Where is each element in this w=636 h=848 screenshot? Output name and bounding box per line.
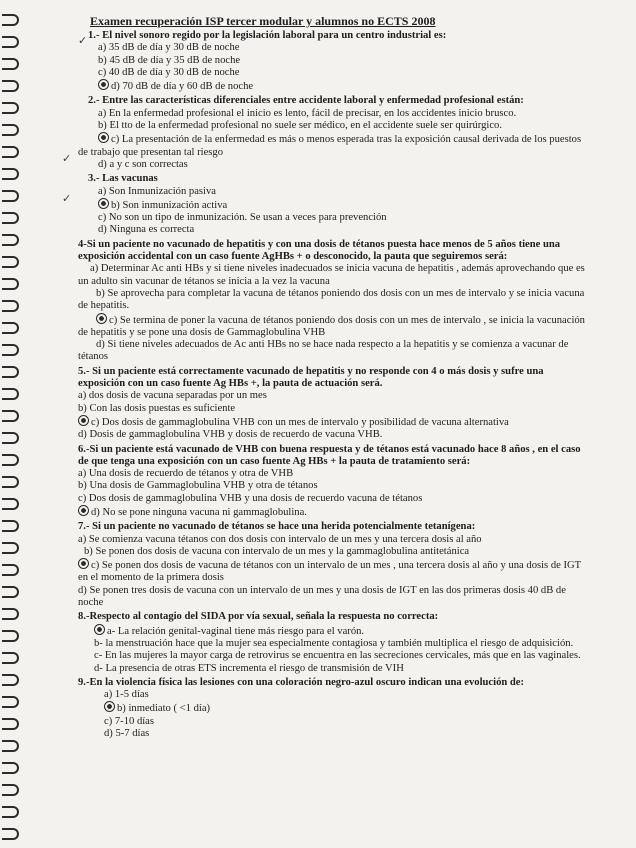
option-a: a- La relación genital-vaginal tiene más riesgo para el varón.	[78, 624, 586, 638]
binding-ring	[2, 58, 19, 70]
binding-ring	[2, 300, 19, 312]
binding-ring	[2, 212, 19, 224]
binding-ring	[2, 520, 19, 532]
binding-ring	[2, 124, 19, 136]
option-b: b) El tto de la enfermedad profesional no suele ser médico, en el accidente suele ser quirúrgico.	[98, 120, 502, 132]
option-a: a) Determinar Ac anti HBs y si tiene niveles inadecuados se inicia vacuna de hepatitis , además aprovechando que es un adulto sin vacunar de tétanos se inicia a la vez la vacuna	[78, 263, 585, 287]
binding-ring	[2, 432, 19, 444]
option-d: d- La presencia de otras ETS incrementa el riesgo de transmisión de VIH	[94, 662, 404, 674]
answer-mark-icon	[94, 624, 105, 635]
option-d: d) Ninguna es correcta	[98, 224, 195, 236]
answer-mark-icon	[78, 415, 89, 426]
option-b: b- la menstruación hace que la mujer sea especialmente contagiosa y también multiplica el riesgo de adquisición.	[94, 637, 574, 649]
binding-ring	[2, 388, 19, 400]
option-b: b) Se aprovecha para completar la vacuna de tétanos poniendo dos dosis con un mes de intervalo y se inicia vacuna de hepatitis.	[78, 287, 585, 312]
option-a: a) Se comienza vacuna tétanos con dos dosis con intervalo de un mes y una tercera dosis al año	[78, 533, 482, 545]
option-a: a) dos dosis de vacuna separadas por un mes	[78, 390, 267, 402]
binding-ring	[2, 806, 19, 818]
binding-ring	[2, 256, 19, 268]
question-text: 7.- Si un paciente no vacunado de tétanos se hace una herida potencialmente tetanígena:	[78, 521, 476, 533]
binding-ring	[2, 740, 19, 752]
answer-mark-icon	[104, 701, 115, 712]
binding-ring	[2, 564, 19, 576]
option-b: b) Una dosis de Gammaglobulina VHB y otra de tétanos	[78, 480, 318, 492]
exam-title: Examen recuperación ISP tercer modular y alumnos no ECTS 2008	[90, 14, 436, 28]
binding-ring	[2, 652, 19, 664]
question-4	[66, 239, 586, 364]
option-a: a) 35 dB de día y 30 dB de noche	[98, 42, 240, 54]
binding-ring	[2, 80, 19, 92]
question-text: 1.- El nivel sonoro regido por la legislación laboral para un centro industrial es:	[88, 30, 447, 41]
binding-ring	[2, 762, 19, 774]
option-d: d) Dosis de gammaglobulina VHB y dosis de recuerdo de vacuna VHB.	[78, 429, 383, 441]
question-1	[66, 30, 586, 93]
question-text: 2.- Entre las características diferenciales entre accidente laboral y enfermedad profesional están:	[88, 95, 524, 107]
option-c: c) 40 dB de día y 30 dB de noche	[98, 66, 240, 78]
spiral-binding	[0, 14, 22, 844]
question-text: 9.-En la violencia física las lesiones con una coloración negro-azul oscuro indican una evolución de:	[78, 676, 525, 688]
binding-ring	[2, 168, 19, 180]
option-c: c- En las mujeres la mayor carga de retrovirus se encuentra en las secreciones cervicales, más que en las vaginales.	[94, 650, 581, 662]
option-d: d) Se ponen tres dosis de vacuna con un intervalo de un mes y una dosis de IGT en las dos primeras dosis 40 dB de noche	[78, 584, 566, 609]
question-8	[66, 611, 586, 674]
option-c: c) Dos dosis de gammaglobulina VHB y una dosis de recuerdo vacuna de tétanos	[78, 492, 423, 504]
answer-mark-icon	[98, 132, 109, 143]
binding-ring	[2, 366, 19, 378]
option-b: b) Con las dosis puestas es suficiente	[78, 402, 236, 414]
question-9	[66, 677, 586, 740]
check-mark-icon: ✓	[78, 34, 88, 47]
binding-ring	[2, 36, 19, 48]
check-mark-icon: ✓	[62, 192, 72, 205]
question-text: 8.-Respecto al contagio del SIDA por vía sexual, señala la respuesta no correcta:	[78, 611, 439, 623]
binding-ring	[2, 190, 19, 202]
option-b: b) 45 dB de día y 35 dB de noche	[98, 54, 241, 66]
exam-content	[66, 14, 586, 740]
question-6	[66, 444, 586, 520]
option-b: b) inmediato ( <1 día)	[104, 701, 586, 715]
question-text: 3.- Las vacunas	[88, 173, 158, 185]
question-7	[66, 521, 586, 609]
option-c: c) Se ponen dos dosis de vacuna de tétanos con un intervalo de un mes , una tercera dosis al año y una dosis de IGT en el momento de la primera dosis	[78, 560, 581, 584]
binding-ring	[2, 476, 19, 488]
option-a: a) En la enfermedad profesional el inicio es lento, fácil de precisar, en los accidentes inicio brusco.	[98, 107, 517, 119]
option-c: c) 7-10 días	[104, 715, 155, 727]
binding-ring	[2, 828, 19, 840]
binding-ring	[2, 608, 19, 620]
answer-mark-icon	[78, 558, 89, 569]
binding-ring	[2, 498, 19, 510]
binding-ring	[2, 234, 19, 246]
binding-ring	[2, 410, 19, 422]
answer-mark-icon	[98, 79, 109, 90]
answer-mark-icon	[78, 505, 89, 516]
option-c: c) Dos dosis de gammaglobulina VHB con un mes de intervalo y posibilidad de vacuna alternativa	[78, 415, 586, 429]
binding-ring	[2, 344, 19, 356]
binding-ring	[2, 630, 19, 642]
option-d: d) Si tiene niveles adecuados de Ac anti HBs no se hace nada respecto a la hepatitis y se comienza a vacunar de tétanos	[78, 339, 569, 363]
binding-ring	[2, 146, 19, 158]
option-d: d) a y c son correctas	[98, 158, 188, 170]
binding-ring	[2, 586, 19, 598]
question-3	[66, 173, 586, 236]
binding-ring	[2, 696, 19, 708]
binding-ring	[2, 322, 19, 334]
option-d: d) 70 dB de día y 60 dB de noche	[98, 79, 586, 93]
answer-mark-icon	[96, 313, 107, 324]
binding-ring	[2, 14, 19, 26]
option-a: a) Una dosis de recuerdo de tétanos y otra de VHB	[78, 468, 294, 480]
option-b: b) Son inmunización activa	[98, 198, 586, 212]
option-c: c) La presentación de la enfermedad es más o menos esperada tras la exposición causal derivada de los puestos de trabajo que presentan tal riesgo	[78, 134, 582, 158]
binding-ring	[2, 102, 19, 114]
option-d: d) No se pone ninguna vacuna ni gammaglobulina.	[78, 505, 586, 519]
answer-mark-icon	[98, 198, 109, 209]
binding-ring	[2, 718, 19, 730]
option-c: c) Se termina de poner la vacuna de tétanos poniendo dos dosis con un mes de intervalo , se inicia la vacunación de hepatitis y se pone una dosis de Gammaglobulina VHB	[78, 314, 585, 338]
option-d: d) 5-7 días	[104, 728, 150, 740]
binding-ring	[2, 542, 19, 554]
option-c: c) No son un tipo de inmunización. Se usan a veces para prevención	[98, 212, 387, 224]
question-text: 4-Si un paciente no vacunado de hepatitis y con una dosis de tétanos puesta hace menos de 5 años tiene una exposición accidental con un caso fuente AgHBs + o desconocido, la pauta que seguiremos será:	[78, 238, 561, 263]
question-5	[66, 366, 586, 442]
option-a: a) 1-5 días	[104, 689, 149, 701]
binding-ring	[2, 278, 19, 290]
binding-ring	[2, 784, 19, 796]
binding-ring	[2, 454, 19, 466]
question-text: 6.-Si un paciente está vacunado de VHB con buena respuesta y de tétanos está vacunado hace 8 años , en el caso de que tenga una exposición con un caso fuente Ag HBs + la pauta de tratamiento será:	[78, 443, 581, 467]
option-b: b) Se ponen dos dosis de vacuna con intervalo de un mes y la gammaglobulina antitetánica	[84, 545, 470, 557]
binding-ring	[2, 674, 19, 686]
option-a: a) Son Inmunización pasiva	[98, 185, 216, 197]
question-2	[66, 95, 586, 171]
check-mark-icon: ✓	[62, 152, 72, 165]
question-text: 5.- Si un paciente está correctamente vacunado de hepatitis y no responde con 4 o más dosis y sufre una exposición con un caso fuente Ag HBs +, la pauta de actuación será.	[78, 365, 544, 390]
